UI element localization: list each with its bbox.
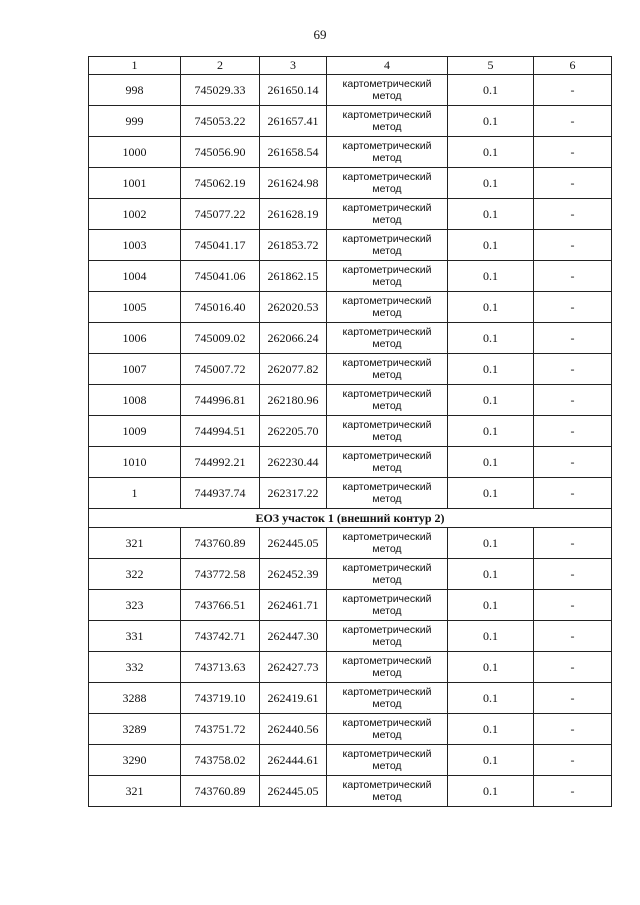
note-cell: -	[534, 261, 612, 292]
accuracy-cell: 0.1	[448, 447, 534, 478]
method-cell: картометрический метод	[327, 261, 448, 292]
y-coordinate-cell: 262427.73	[260, 652, 327, 683]
table-row	[89, 447, 612, 478]
note-cell: -	[534, 714, 612, 745]
note-cell: -	[534, 683, 612, 714]
x-coordinate-cell: 745077.22	[181, 199, 260, 230]
point-number-cell: 1	[89, 478, 181, 509]
point-number-cell: 3289	[89, 714, 181, 745]
note-cell: -	[534, 621, 612, 652]
x-coordinate-cell: 745007.72	[181, 354, 260, 385]
coordinates-table	[88, 56, 612, 807]
table-row	[89, 745, 612, 776]
note-cell: -	[534, 416, 612, 447]
x-coordinate-cell: 745041.06	[181, 261, 260, 292]
accuracy-cell: 0.1	[448, 590, 534, 621]
note-cell: -	[534, 478, 612, 509]
y-coordinate-cell: 262419.61	[260, 683, 327, 714]
table-row	[89, 590, 612, 621]
method-cell: картометрический метод	[327, 478, 448, 509]
note-cell: -	[534, 323, 612, 354]
note-cell: -	[534, 230, 612, 261]
method-cell: картометрический метод	[327, 714, 448, 745]
x-coordinate-cell: 745029.33	[181, 75, 260, 106]
note-cell: -	[534, 106, 612, 137]
method-cell: картометрический метод	[327, 745, 448, 776]
note-cell: -	[534, 652, 612, 683]
point-number-cell: 1003	[89, 230, 181, 261]
point-number-cell: 3290	[89, 745, 181, 776]
accuracy-cell: 0.1	[448, 199, 534, 230]
table-row	[89, 261, 612, 292]
method-cell: картометрический метод	[327, 559, 448, 590]
table-row	[89, 137, 612, 168]
x-coordinate-cell: 745009.02	[181, 323, 260, 354]
x-coordinate-cell: 743742.71	[181, 621, 260, 652]
y-coordinate-cell: 261624.98	[260, 168, 327, 199]
table-row	[89, 714, 612, 745]
note-cell: -	[534, 528, 612, 559]
table-row	[89, 776, 612, 807]
method-cell: картометрический метод	[327, 230, 448, 261]
point-number-cell: 323	[89, 590, 181, 621]
note-cell: -	[534, 559, 612, 590]
method-cell: картометрический метод	[327, 590, 448, 621]
accuracy-cell: 0.1	[448, 168, 534, 199]
column-header-5: 5	[448, 57, 534, 75]
accuracy-cell: 0.1	[448, 745, 534, 776]
note-cell: -	[534, 75, 612, 106]
method-cell: картометрический метод	[327, 137, 448, 168]
note-cell: -	[534, 168, 612, 199]
note-cell: -	[534, 447, 612, 478]
method-cell: картометрический метод	[327, 106, 448, 137]
point-number-cell: 999	[89, 106, 181, 137]
point-number-cell: 321	[89, 776, 181, 807]
point-number-cell: 321	[89, 528, 181, 559]
accuracy-cell: 0.1	[448, 714, 534, 745]
point-number-cell: 331	[89, 621, 181, 652]
method-cell: картометрический метод	[327, 416, 448, 447]
point-number-cell: 1001	[89, 168, 181, 199]
y-coordinate-cell: 262461.71	[260, 590, 327, 621]
y-coordinate-cell: 262447.30	[260, 621, 327, 652]
page-number: 69	[313, 27, 327, 42]
point-number-cell: 332	[89, 652, 181, 683]
y-coordinate-cell: 262205.70	[260, 416, 327, 447]
point-number-cell: 1000	[89, 137, 181, 168]
table-row	[89, 559, 612, 590]
x-coordinate-cell: 743760.89	[181, 528, 260, 559]
method-cell: картометрический метод	[327, 354, 448, 385]
point-number-cell: 322	[89, 559, 181, 590]
x-coordinate-cell: 743766.51	[181, 590, 260, 621]
y-coordinate-cell: 261650.14	[260, 75, 327, 106]
method-cell: картометрический метод	[327, 621, 448, 652]
point-number-cell: 1002	[89, 199, 181, 230]
accuracy-cell: 0.1	[448, 230, 534, 261]
table-body	[89, 57, 612, 807]
accuracy-cell: 0.1	[448, 528, 534, 559]
method-cell: картометрический метод	[327, 323, 448, 354]
y-coordinate-cell: 262444.61	[260, 745, 327, 776]
y-coordinate-cell: 261628.19	[260, 199, 327, 230]
table-header-row	[89, 57, 612, 75]
x-coordinate-cell: 745041.17	[181, 230, 260, 261]
table-row	[89, 199, 612, 230]
y-coordinate-cell: 262317.22	[260, 478, 327, 509]
table-row	[89, 385, 612, 416]
table-row	[89, 416, 612, 447]
x-coordinate-cell: 743713.63	[181, 652, 260, 683]
y-coordinate-cell: 262230.44	[260, 447, 327, 478]
section-header-row	[89, 509, 612, 528]
table-row	[89, 652, 612, 683]
accuracy-cell: 0.1	[448, 385, 534, 416]
point-number-cell: 1010	[89, 447, 181, 478]
accuracy-cell: 0.1	[448, 354, 534, 385]
note-cell: -	[534, 137, 612, 168]
accuracy-cell: 0.1	[448, 261, 534, 292]
point-number-cell: 1006	[89, 323, 181, 354]
accuracy-cell: 0.1	[448, 478, 534, 509]
table-row	[89, 230, 612, 261]
method-cell: картометрический метод	[327, 447, 448, 478]
column-header-3: 3	[260, 57, 327, 75]
x-coordinate-cell: 744996.81	[181, 385, 260, 416]
method-cell: картометрический метод	[327, 528, 448, 559]
table-row	[89, 478, 612, 509]
x-coordinate-cell: 745016.40	[181, 292, 260, 323]
table-row	[89, 621, 612, 652]
table-row	[89, 168, 612, 199]
column-header-4: 4	[327, 57, 448, 75]
accuracy-cell: 0.1	[448, 559, 534, 590]
y-coordinate-cell: 261657.41	[260, 106, 327, 137]
method-cell: картометрический метод	[327, 683, 448, 714]
table-row	[89, 354, 612, 385]
note-cell: -	[534, 776, 612, 807]
y-coordinate-cell: 262077.82	[260, 354, 327, 385]
x-coordinate-cell: 745053.22	[181, 106, 260, 137]
x-coordinate-cell: 744994.51	[181, 416, 260, 447]
y-coordinate-cell: 261862.15	[260, 261, 327, 292]
method-cell: картометрический метод	[327, 385, 448, 416]
table-row	[89, 323, 612, 354]
accuracy-cell: 0.1	[448, 776, 534, 807]
point-number-cell: 1007	[89, 354, 181, 385]
point-number-cell: 1008	[89, 385, 181, 416]
y-coordinate-cell: 262445.05	[260, 528, 327, 559]
note-cell: -	[534, 590, 612, 621]
section-title: ЕОЗ участок 1 (внешний контур 2)	[89, 509, 612, 528]
x-coordinate-cell: 743758.02	[181, 745, 260, 776]
table-row	[89, 683, 612, 714]
accuracy-cell: 0.1	[448, 416, 534, 447]
x-coordinate-cell: 743772.58	[181, 559, 260, 590]
method-cell: картометрический метод	[327, 168, 448, 199]
table-row	[89, 528, 612, 559]
y-coordinate-cell: 262452.39	[260, 559, 327, 590]
note-cell: -	[534, 354, 612, 385]
point-number-cell: 1004	[89, 261, 181, 292]
x-coordinate-cell: 744992.21	[181, 447, 260, 478]
accuracy-cell: 0.1	[448, 323, 534, 354]
column-header-2: 2	[181, 57, 260, 75]
y-coordinate-cell: 262445.05	[260, 776, 327, 807]
y-coordinate-cell: 262066.24	[260, 323, 327, 354]
accuracy-cell: 0.1	[448, 75, 534, 106]
note-cell: -	[534, 199, 612, 230]
table-row	[89, 75, 612, 106]
accuracy-cell: 0.1	[448, 137, 534, 168]
accuracy-cell: 0.1	[448, 683, 534, 714]
point-number-cell: 3288	[89, 683, 181, 714]
note-cell: -	[534, 385, 612, 416]
x-coordinate-cell: 743719.10	[181, 683, 260, 714]
y-coordinate-cell: 262180.96	[260, 385, 327, 416]
y-coordinate-cell: 262440.56	[260, 714, 327, 745]
accuracy-cell: 0.1	[448, 621, 534, 652]
table-row	[89, 106, 612, 137]
x-coordinate-cell: 745056.90	[181, 137, 260, 168]
table-row	[89, 292, 612, 323]
method-cell: картометрический метод	[327, 199, 448, 230]
y-coordinate-cell: 261853.72	[260, 230, 327, 261]
accuracy-cell: 0.1	[448, 106, 534, 137]
accuracy-cell: 0.1	[448, 652, 534, 683]
method-cell: картометрический метод	[327, 776, 448, 807]
x-coordinate-cell: 743760.89	[181, 776, 260, 807]
x-coordinate-cell: 743751.72	[181, 714, 260, 745]
method-cell: картометрический метод	[327, 75, 448, 106]
point-number-cell: 1009	[89, 416, 181, 447]
y-coordinate-cell: 262020.53	[260, 292, 327, 323]
point-number-cell: 1005	[89, 292, 181, 323]
note-cell: -	[534, 745, 612, 776]
column-header-1: 1	[89, 57, 181, 75]
method-cell: картометрический метод	[327, 652, 448, 683]
point-number-cell: 998	[89, 75, 181, 106]
x-coordinate-cell: 744937.74	[181, 478, 260, 509]
column-header-6: 6	[534, 57, 612, 75]
x-coordinate-cell: 745062.19	[181, 168, 260, 199]
accuracy-cell: 0.1	[448, 292, 534, 323]
method-cell: картометрический метод	[327, 292, 448, 323]
note-cell: -	[534, 292, 612, 323]
y-coordinate-cell: 261658.54	[260, 137, 327, 168]
